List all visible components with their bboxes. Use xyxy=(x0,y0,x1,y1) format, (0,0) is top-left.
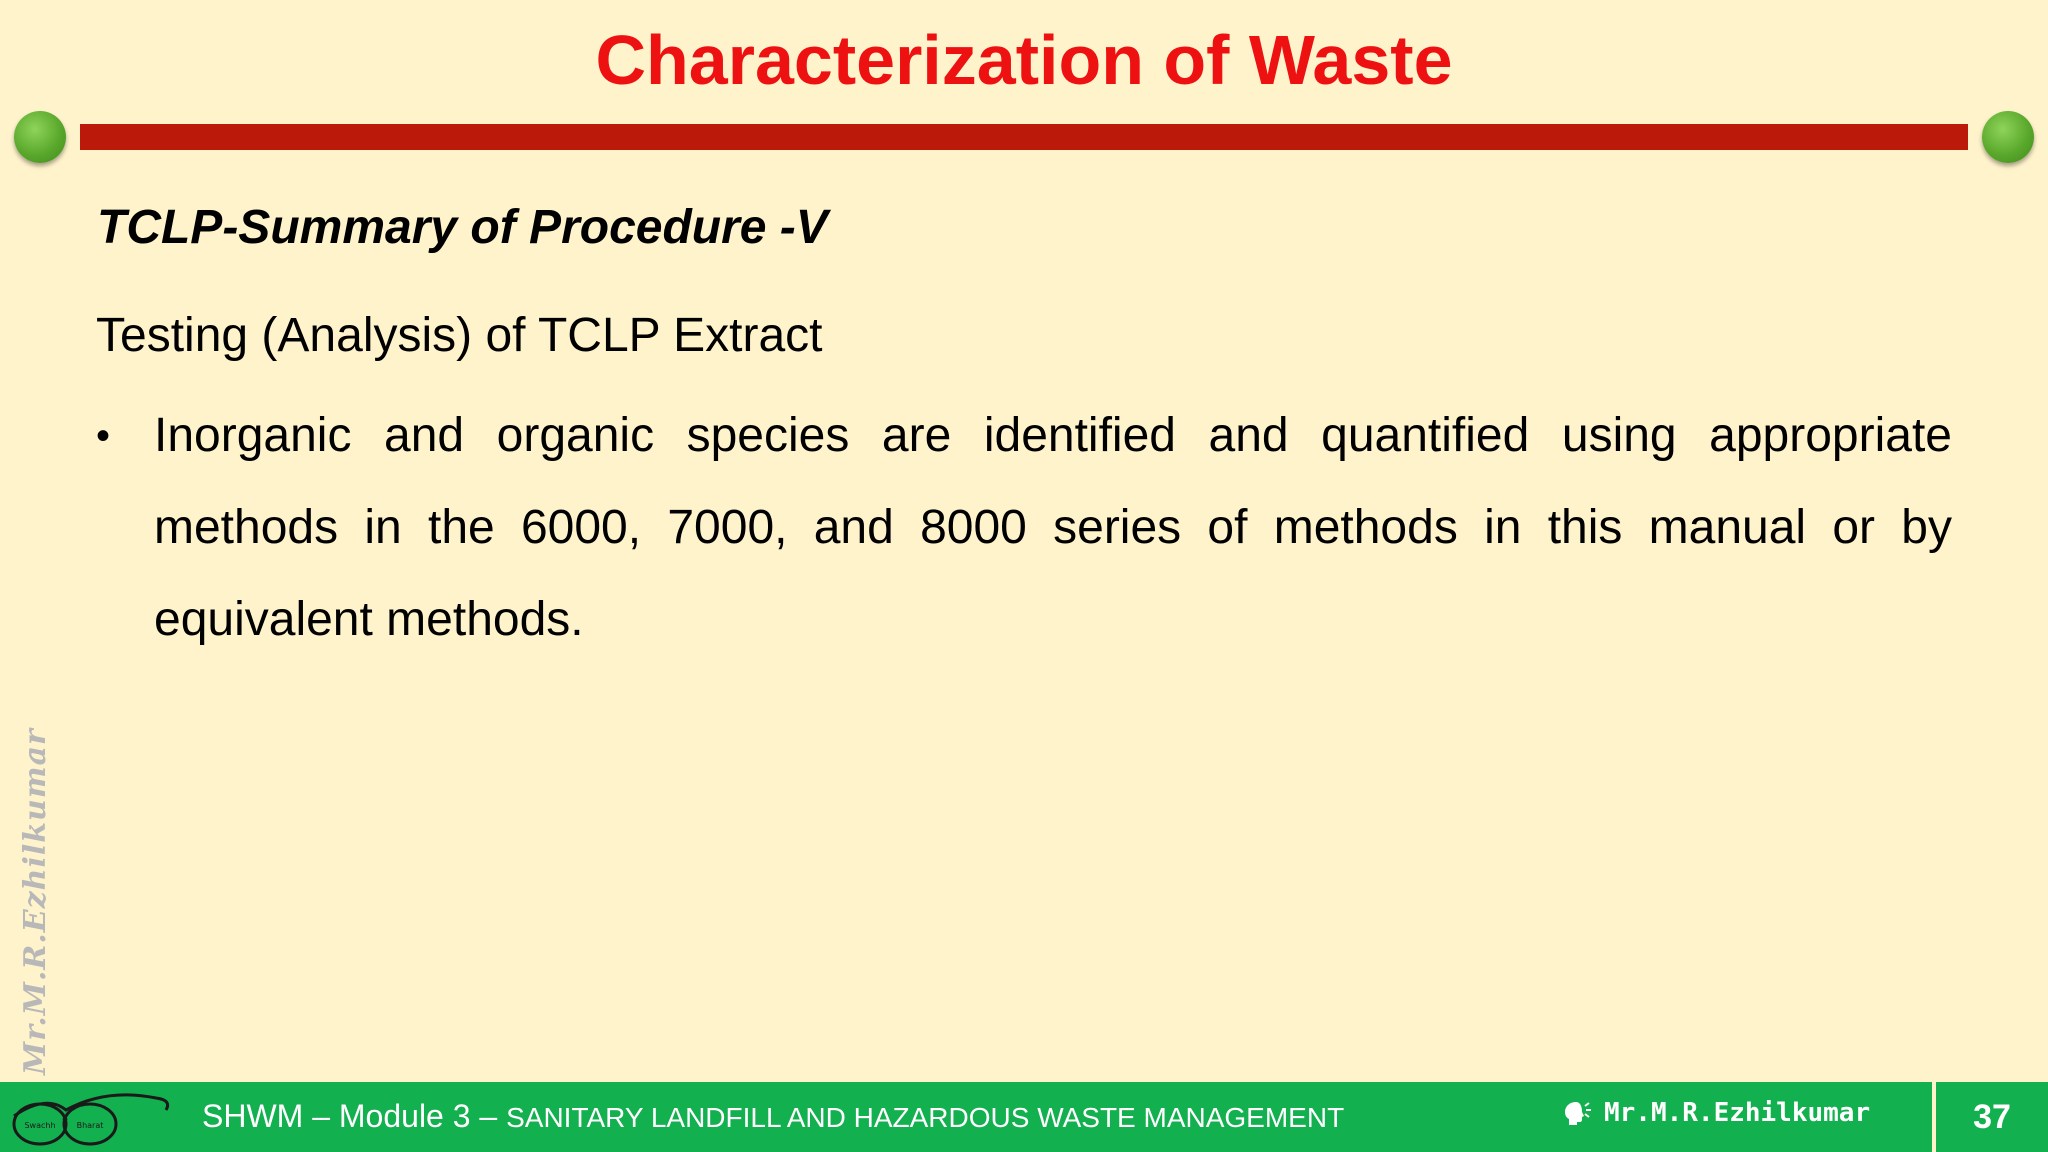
green-dot-right xyxy=(1982,111,2034,163)
bullet-text: Inorganic and organic species are identified and quantified using appropriate methods in the 6000, 7000, and 8000 series of methods in this manual or by equivalent methods. xyxy=(154,409,1952,646)
footer-course: SHWM – Module 3 – xyxy=(202,1098,507,1134)
footer-author xyxy=(1562,1098,1870,1128)
title-underline-bar xyxy=(80,124,1968,150)
logo-text-right: Bharat xyxy=(76,1121,104,1130)
bullet-list xyxy=(96,390,1952,666)
footer-bar xyxy=(0,1082,2048,1152)
bullet-icon: • xyxy=(96,414,111,458)
author-watermark: Mr.M.R.Ezhilkumar xyxy=(18,728,53,1075)
list-item xyxy=(96,390,1952,666)
author-name: Mr.M.R.Ezhilkumar xyxy=(1604,1098,1871,1128)
section-heading: Testing (Analysis) of TCLP Extract xyxy=(96,309,823,362)
slide-title: Characterization of Waste xyxy=(595,21,1453,99)
slide-subtitle: TCLP-Summary of Procedure -V xyxy=(97,201,828,254)
footer-module-title: SANITARY LANDFILL AND HAZARDOUS WASTE MANAGEMENT xyxy=(506,1102,1345,1133)
page-number: 37 xyxy=(1973,1098,2011,1136)
green-dot-left xyxy=(14,111,66,163)
footer-course-text xyxy=(202,1098,1344,1135)
swachh-bharat-logo-icon xyxy=(6,1086,176,1148)
logo-text-left: Swachh xyxy=(24,1121,56,1130)
speaker-head-icon xyxy=(1562,1098,1592,1128)
